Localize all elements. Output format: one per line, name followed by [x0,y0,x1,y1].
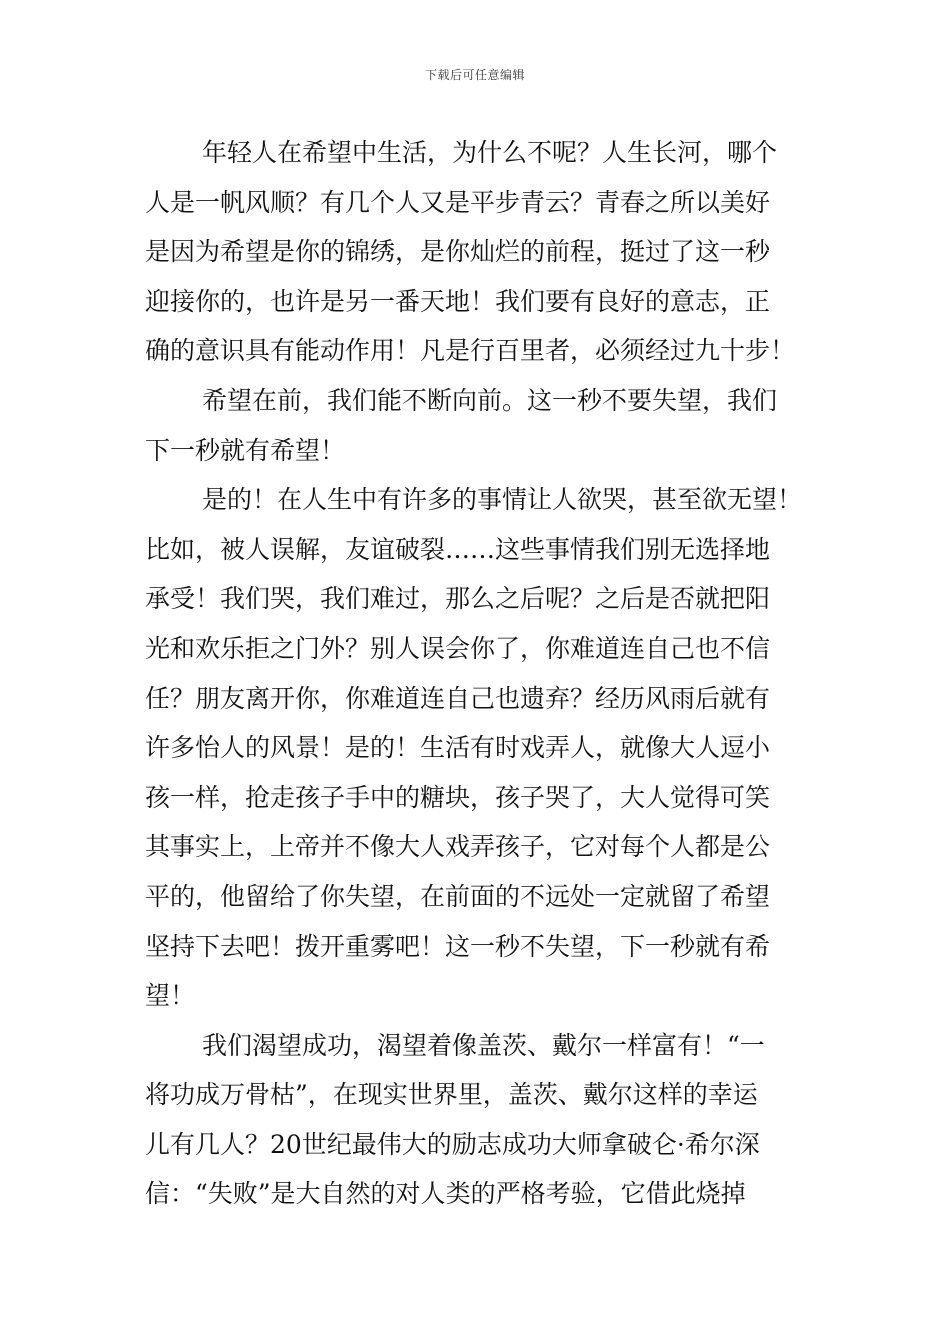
paragraph-1 [145,128,813,376]
paragraph-4 [145,1021,813,1219]
text-line: 是的！在人生中有许多的事情让人欲哭，甚至欲无望！ [202,485,803,515]
text-line: 许多怡人的风景！是的！生活有时戏弄人，就像大人逗小 [145,733,771,763]
text-line: 希望在前，我们能不断向前。这一秒不要失望，我们 [202,385,778,415]
text-line: 平的，他留给了你失望，在前面的不远处一定就留了希望 [145,881,771,911]
text-line: 比如，被人误解，友谊破裂……这些事情我们别无选择地 [145,534,771,564]
text-line: 确的意识具有能动作用！凡是行百里者，必须经过九十步！ [145,336,796,366]
page-header: 下载后可任意编辑 [424,68,525,82]
text-line: 承受！我们哭，我们难过，那么之后呢？之后是否就把阳 [145,584,771,614]
paragraph-2 [145,376,813,475]
text-line: 信：“失败”是大自然的对人类的严格考验，它借此烧掉 [145,1179,746,1209]
text-line: 儿有几人？20世纪最伟大的励志成功大师拿破仑·希尔深 [145,1129,760,1159]
text-line: 下一秒就有希望！ [145,435,346,465]
text-line: 光和欢乐拒之门外？别人误会你了，你难道连自己也不信 [145,633,771,663]
text-line: 年轻人在希望中生活，为什么不呢？人生长河，哪个 [202,138,778,167]
text-line: 将功成万骨枯”，在现实世界里，盖茨、戴尔这样的幸运 [145,1080,758,1110]
text-line: 我们渴望成功，渴望着像盖茨、戴尔一样富有！“一 [202,1030,765,1060]
document-body [145,128,813,1219]
text-line: 孩一样，抢走孩子手中的糖块，孩子哭了，大人觉得可笑 [145,782,771,812]
text-line: 任？朋友离开你，你难道连自己也遗弃？经历风雨后就有 [145,683,771,713]
text-line: 迎接你的，也许是另一番天地！我们要有良好的意志，正 [145,286,771,316]
text-line: 望！ [145,981,196,1011]
text-line: 坚持下去吧！拨开重雾吧！这一秒不失望，下一秒就有希 [145,931,771,961]
paragraph-3 [145,475,813,1021]
text-line: 人是一帆风顺？有几个人又是平步青云？青春之所以美好 [145,187,771,217]
text-line: 是因为希望是你的锦绣，是你灿烂的前程，挺过了这一秒 [145,237,771,267]
text-line: 其事实上，上帝并不像大人戏弄孩子，它对每个人都是公 [145,832,771,862]
